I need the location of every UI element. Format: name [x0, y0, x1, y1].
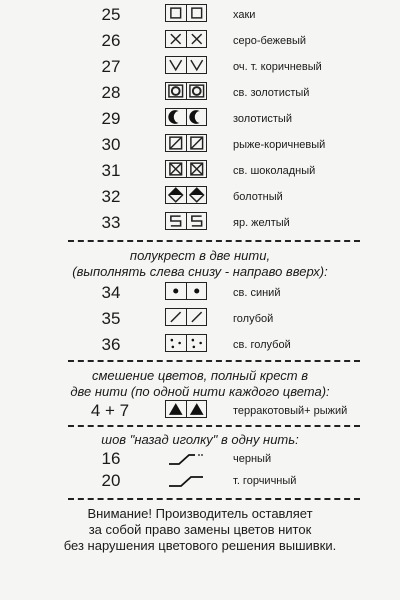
triangle-symbol-icon	[165, 400, 207, 418]
legend-row-33	[0, 210, 400, 236]
footer-notice: без нарушения цветового решения вышивки.	[63, 538, 337, 553]
color-name: св. золотистый	[233, 87, 310, 99]
color-name: болотный	[233, 191, 283, 203]
color-name: терракотовый+ рыжий	[233, 405, 348, 417]
legend-row-34	[0, 280, 400, 306]
color-number: 34	[101, 283, 121, 302]
color-number: 28	[101, 83, 121, 102]
legend-row-25	[0, 2, 400, 28]
legend-row-29	[0, 106, 400, 132]
section-divider	[68, 360, 360, 362]
color-number: 26	[101, 31, 121, 50]
color-number: 29	[101, 109, 121, 128]
legend-row-28	[0, 80, 400, 106]
section-heading-color-mix-detail: две нити (по одной нити каждого цвета):	[70, 384, 330, 399]
ss-symbol-icon	[165, 212, 207, 230]
color-number: 31	[101, 161, 121, 180]
color-name: хаки	[233, 9, 256, 21]
slash-box-symbol-icon	[165, 134, 207, 152]
ring-symbol-icon	[165, 82, 207, 100]
color-number: 33	[101, 213, 121, 232]
diagonal-symbol-icon	[165, 308, 207, 326]
color-name: черный	[233, 453, 272, 465]
footer-notice: Внимание! Производитель оставляет	[87, 506, 313, 521]
section-heading-half-cross-detail: (выполнять слева снизу - направо вверх):	[72, 264, 328, 279]
legend-row-36	[0, 332, 400, 358]
color-number: 36	[101, 335, 121, 354]
diamond-symbol-icon	[165, 186, 207, 204]
color-number: 35	[101, 309, 121, 328]
legend-row-26	[0, 28, 400, 54]
x-box-symbol-icon	[165, 160, 207, 178]
backstitch-solid-icon	[165, 472, 207, 490]
color-number: 27	[101, 57, 121, 76]
legend-row-35	[0, 306, 400, 332]
section-divider	[68, 498, 360, 500]
backstitch-dotted-icon	[165, 450, 207, 468]
squares-symbol-icon	[165, 4, 207, 22]
legend-row-mix	[0, 398, 400, 424]
color-number: 30	[101, 135, 121, 154]
color-name: т. горчичный	[233, 475, 297, 487]
legend-row-20	[0, 468, 400, 494]
legend-row-31	[0, 158, 400, 184]
footer-notice: за собой право замены цветов ниток	[88, 522, 312, 537]
legend-row-30	[0, 132, 400, 158]
cross-symbol-icon	[165, 30, 207, 48]
section-heading-half-cross: полукрест в две нити,	[129, 248, 271, 263]
color-number: 25	[101, 5, 121, 24]
dot-symbol-icon	[165, 282, 207, 300]
crescent-symbol-icon	[165, 108, 207, 126]
color-name: серо-бежевый	[233, 35, 307, 47]
color-number: 20	[101, 471, 121, 490]
section-heading-color-mix: смешение цветов, полный крест в	[92, 368, 308, 383]
v-symbol-icon	[165, 56, 207, 74]
color-number: 16	[101, 449, 121, 468]
section-divider	[68, 425, 360, 427]
color-name: золотистый	[233, 113, 292, 125]
color-number: 32	[101, 187, 121, 206]
three-dots-symbol-icon	[165, 334, 207, 352]
color-name: св. шоколадный	[233, 165, 316, 177]
color-name: св. синий	[233, 287, 281, 299]
legend-row-27	[0, 54, 400, 80]
section-heading-backstitch: шов "назад иголку" в одну нить:	[101, 432, 299, 447]
color-name: св. голубой	[233, 339, 291, 351]
color-number: 4 + 7	[90, 401, 130, 420]
color-name: оч. т. коричневый	[233, 61, 322, 73]
legend-row-32	[0, 184, 400, 210]
color-name: рыже-коричневый	[233, 139, 326, 151]
color-name: голубой	[233, 313, 274, 325]
section-divider	[68, 240, 360, 242]
color-name: яр. желтый	[233, 217, 290, 229]
